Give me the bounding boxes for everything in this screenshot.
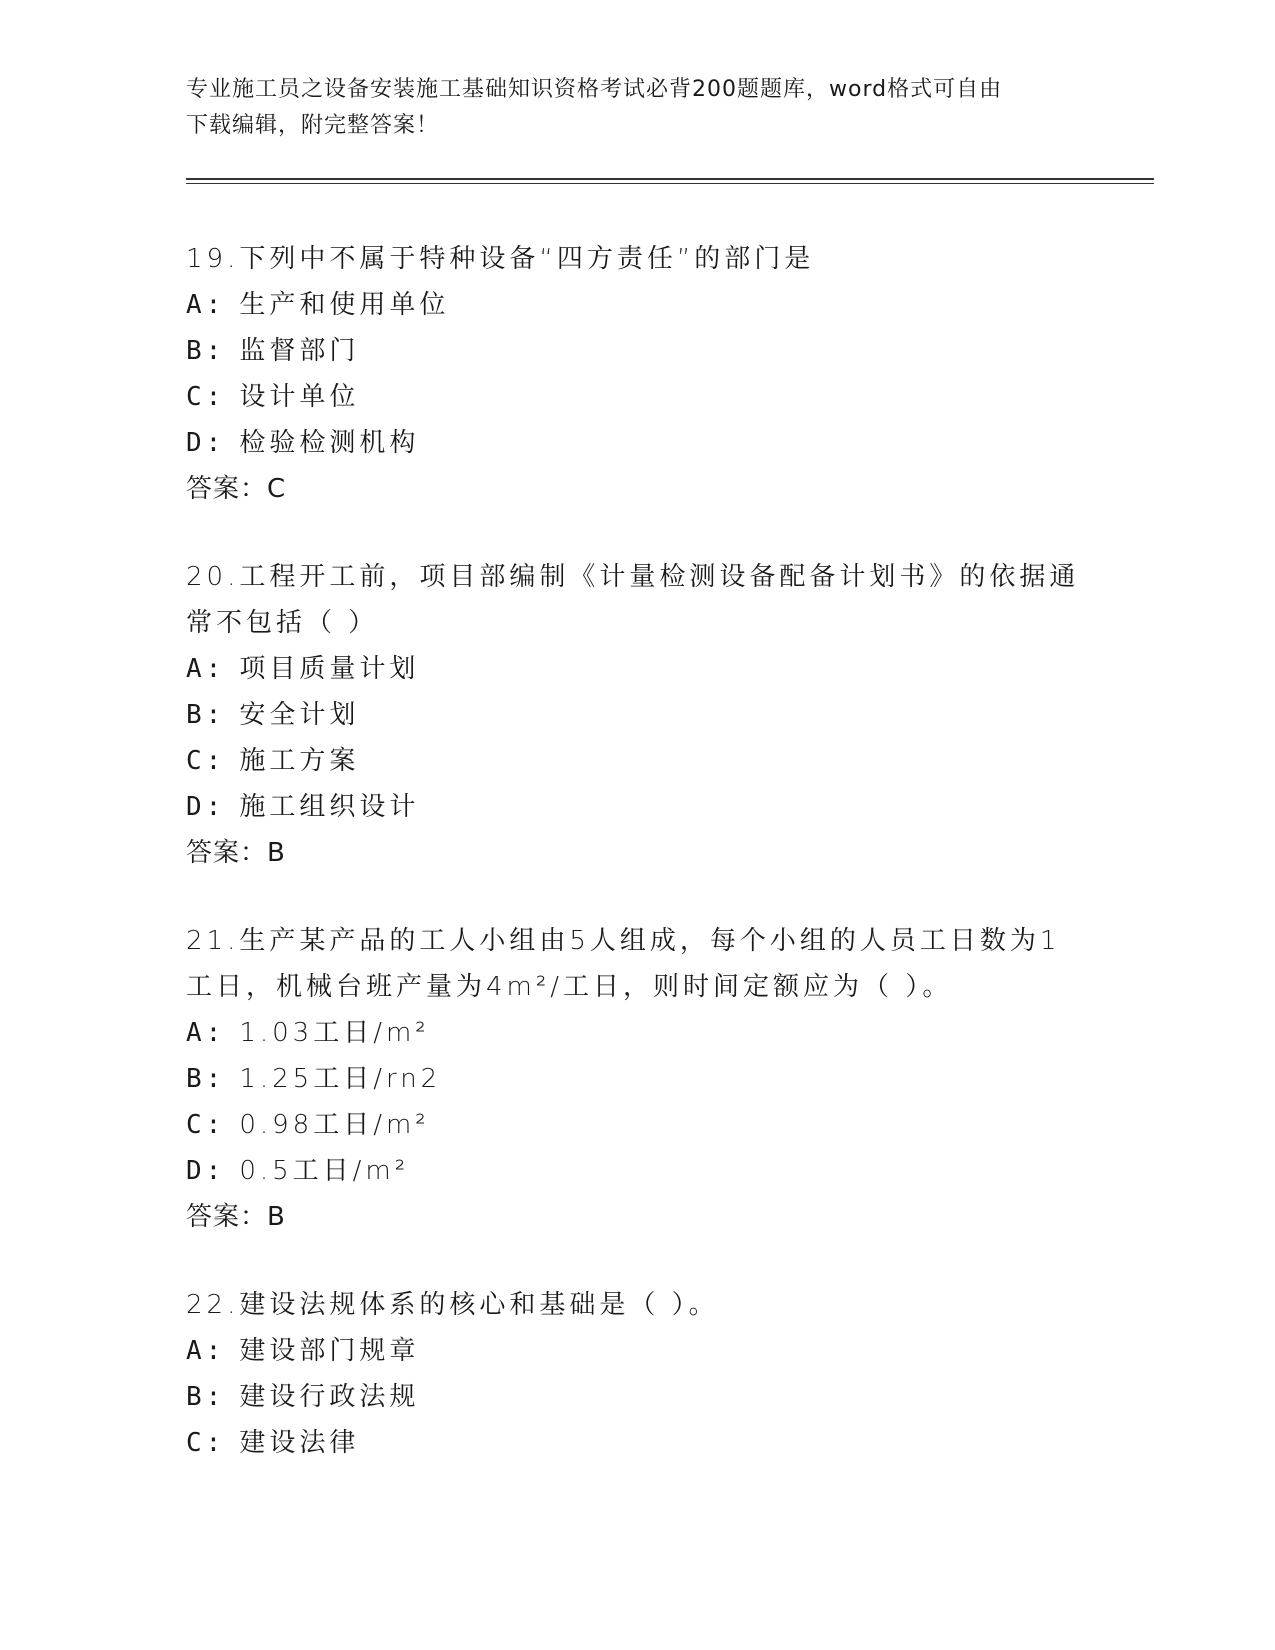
question-block <box>186 554 1086 876</box>
option-key: C: <box>186 1428 226 1458</box>
answer-option <box>186 1420 1086 1466</box>
option-key: D: <box>186 792 226 822</box>
answer-key: 答案：B <box>186 1202 286 1232</box>
option-key: B: <box>186 700 226 730</box>
document-header <box>186 72 1086 144</box>
option-text: 设计单位 <box>239 382 360 412</box>
option-key: D: <box>186 1156 226 1186</box>
option-text: 安全计划 <box>239 700 360 730</box>
option-key: B: <box>186 1382 226 1412</box>
option-text: 施工方案 <box>239 746 360 776</box>
option-text: 建设行政法规 <box>239 1382 420 1412</box>
question-stem: 19.下列中不属于特种设备“四方责任”的部门是 <box>186 244 815 274</box>
answer-option <box>186 1056 1086 1102</box>
question-stem: 20.工程开工前，项目部编制《计量检测设备配备计划书》的依据通常不包括（ ） <box>186 562 1080 638</box>
header-line-2: 下载编辑，附完整答案！ <box>186 113 440 138</box>
answer-option <box>186 374 1086 420</box>
option-text: 监督部门 <box>239 336 360 366</box>
option-text: 项目质量计划 <box>239 654 420 684</box>
answer-option <box>186 1374 1086 1420</box>
header-rule-thin <box>186 183 1154 184</box>
option-key: C: <box>186 746 226 776</box>
answer-option <box>186 784 1086 830</box>
option-key: A: <box>186 1018 226 1048</box>
header-rule <box>186 178 1154 180</box>
option-text: 建设部门规章 <box>239 1336 420 1366</box>
option-text: 0.98工日/m² <box>239 1110 430 1140</box>
question-stem: 22.建设法规体系的核心和基础是（ ）。 <box>186 1290 719 1320</box>
option-key: B: <box>186 336 226 366</box>
question-block <box>186 236 1086 512</box>
question-stem: 21.生产某产品的工人小组由5人组成，每个小组的人员工日数为1工日，机械台班产量为4m²/工日，则时间定额应为（ ）。 <box>186 926 1061 1002</box>
answer-option <box>186 738 1086 784</box>
answer-option <box>186 1102 1086 1148</box>
option-key: A: <box>186 290 226 320</box>
answer-option <box>186 646 1086 692</box>
option-key: C: <box>186 1110 226 1140</box>
option-text: 检验检测机构 <box>239 428 420 458</box>
option-text: 0.5工日/m² <box>239 1156 410 1186</box>
question-block <box>186 1282 1086 1466</box>
option-key: D: <box>186 428 226 458</box>
answer-key: 答案：B <box>186 838 286 868</box>
answer-option <box>186 282 1086 328</box>
option-key: A: <box>186 654 226 684</box>
answer-option <box>186 692 1086 738</box>
answer-option <box>186 420 1086 466</box>
question-block <box>186 918 1086 1240</box>
header-line-1: 专业施工员之设备安装施工基础知识资格考试必背200题题库，word格式可自由 <box>186 77 1003 102</box>
answer-option <box>186 328 1086 374</box>
answer-option <box>186 1010 1086 1056</box>
question-list <box>186 236 1086 1508</box>
answer-option <box>186 1328 1086 1374</box>
option-text: 建设法律 <box>239 1428 360 1458</box>
option-key: A: <box>186 1336 226 1366</box>
option-key: B: <box>186 1064 226 1094</box>
option-text: 施工组织设计 <box>239 792 420 822</box>
answer-option <box>186 1148 1086 1194</box>
answer-key: 答案：C <box>186 474 287 504</box>
option-text: 1.03工日/m² <box>239 1018 430 1048</box>
option-text: 生产和使用单位 <box>239 290 450 320</box>
option-text: 1.25工日/rn2 <box>239 1064 442 1094</box>
option-key: C: <box>186 382 226 412</box>
